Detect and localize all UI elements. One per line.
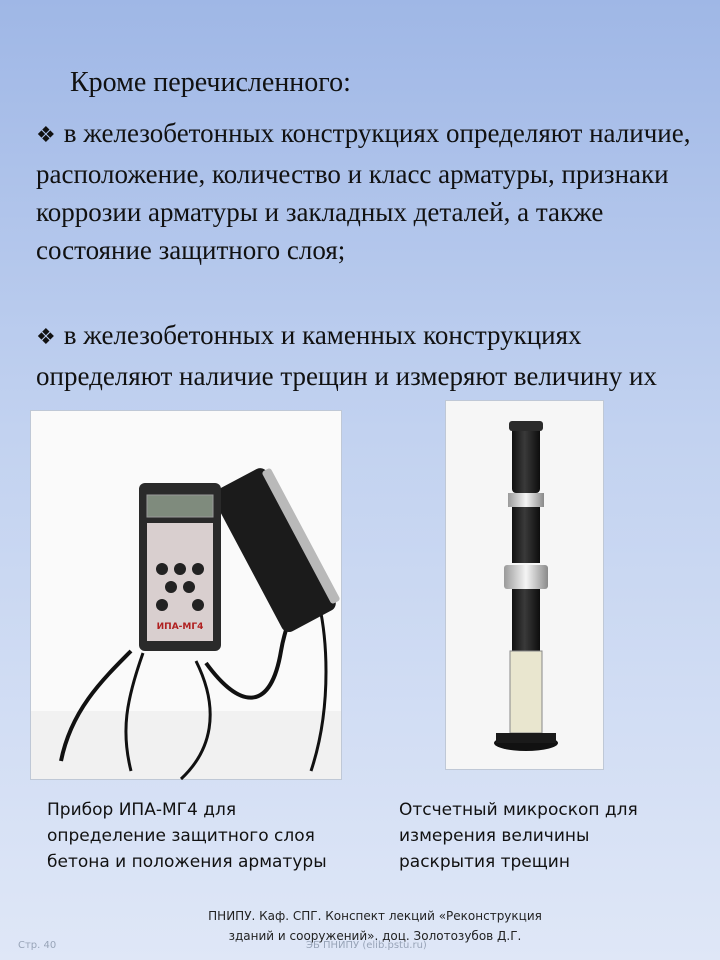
bullet-text-1: в железобетонных конструкциях определяют наличие, расположение, количество и класс арматуры, признаки коррозии арматуры и закладных деталей, а также состояние защитного слоя; — [36, 118, 691, 265]
microscope-illustration — [446, 401, 603, 769]
ipa-mg4-illustration — [31, 411, 341, 779]
watermark: ЭБ ПНИПУ (elib.pstu.ru) — [306, 940, 427, 951]
bullet-item-2 — [36, 316, 692, 410]
diamond-bullet-icon: ❖ — [36, 325, 56, 350]
diamond-bullet-icon: ❖ — [36, 123, 56, 148]
caption-left: Прибор ИПА-МГ4 для определение защитного слоя бетона и положения арматуры — [47, 800, 327, 872]
footer-line-1: ПНИПУ. Каф. СПГ. Конспект лекций «Реконструкция — [208, 909, 542, 923]
lead-text: Кроме перечисленного: — [70, 67, 351, 98]
device-label: ИПА-МГ4 — [156, 622, 204, 632]
caption-right: Отсчетный микроскоп для измерения величины раскрытия трещин — [399, 800, 638, 872]
ipa-mg4-photo — [30, 410, 342, 780]
bullet-item-1 — [36, 114, 692, 269]
microscope-photo — [445, 400, 604, 770]
page-number: Стр. 40 — [18, 940, 57, 951]
bullet-text-2: в железобетонных и каменных конструкциях определяют наличие трещин и измеряют величину их — [36, 320, 657, 391]
footer-line-2: зданий и сооружений». доц. Золотозубов Д.Г. — [228, 929, 522, 943]
